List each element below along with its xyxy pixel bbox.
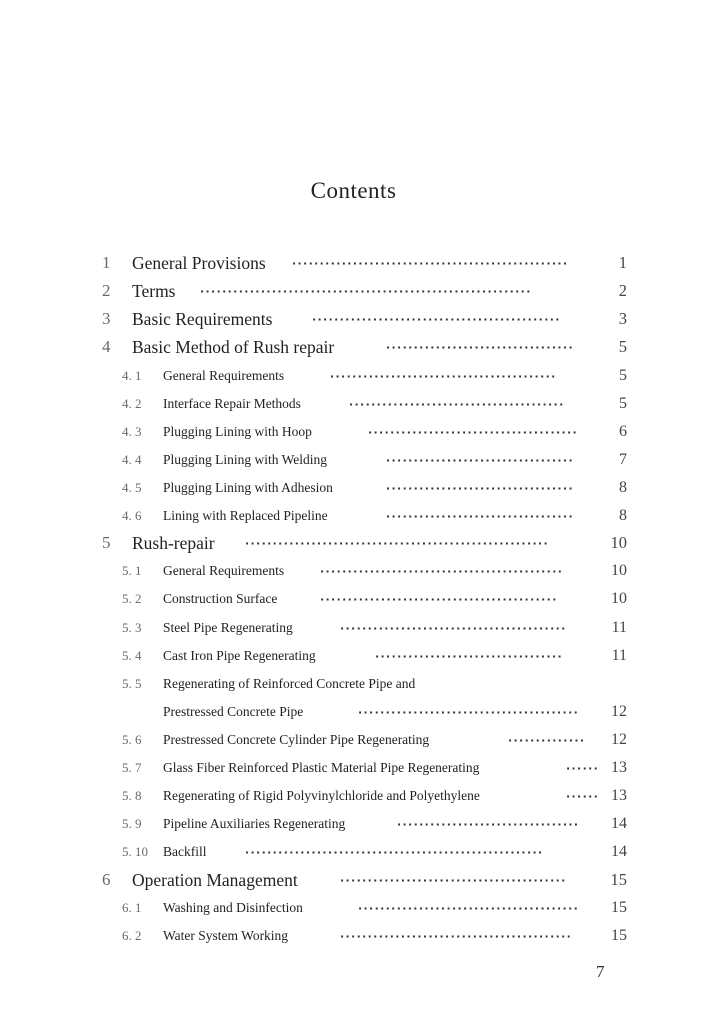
toc-entry-title: Plugging Lining with Welding [163,452,328,467]
toc-entry-title: Water System Working [163,928,289,943]
toc-entry[interactable] [0,419,707,445]
toc-dot-leader: ···························································· [200,284,532,298]
toc-dot-leader: ·································· [386,453,574,467]
toc-dot-leader: ············································· [312,312,561,326]
toc-dot-leader: ·········································· [340,929,573,943]
toc-entry-page: 11 [611,647,627,664]
toc-entry[interactable] [0,306,707,332]
toc-entry-page: 10 [611,590,627,607]
toc-dot-leader: ······················································ [245,845,544,859]
page-number: 7 [596,962,605,981]
toc-entry-number: 4. 6 [122,508,142,523]
toc-entry-page: 12 [611,703,627,720]
toc-entry-title: Basic Requirements [132,308,273,329]
toc-entry[interactable] [0,671,707,697]
toc-entry-number: 5. 8 [122,788,142,803]
toc-entry-title: Regenerating of Rigid Polyvinylchloride and Polyethylene [163,788,480,803]
toc-dot-leader: ······ [566,789,600,803]
toc-entry[interactable] [0,391,707,417]
toc-entry[interactable] [0,755,707,781]
toc-entry-page: 5 [618,337,627,356]
toc-dot-leader: ·································· [386,340,574,354]
toc-entry-number: 6. 2 [122,928,142,943]
toc-entry-number: 4 [102,337,111,356]
toc-entry-page: 1 [618,253,627,272]
toc-entry-number: 5 [102,533,111,552]
toc-dot-leader: ············································ [320,564,564,578]
toc-entry[interactable] [0,530,707,556]
toc-entry-page: 14 [611,843,627,860]
toc-entry-number: 5. 5 [122,676,142,691]
toc-dot-leader: ·································· [386,481,574,495]
toc-entry-title: General Requirements [163,368,285,383]
toc-entry-title: Washing and Disinfection [163,900,303,915]
toc-entry-title: Basic Method of Rush repair [132,336,335,357]
toc-entry[interactable] [0,558,707,584]
toc-entry[interactable] [0,923,707,949]
toc-entry[interactable] [0,278,707,304]
toc-dot-leader: ········································· [330,369,557,383]
toc-entry-title: General Requirements [163,563,285,578]
toc-entry-page: 3 [618,309,627,328]
toc-dot-leader: ········································· [340,873,567,887]
toc-entry-number: 5. 4 [122,648,142,663]
toc-entry-number: 5. 1 [122,563,142,578]
toc-entry-number: 5. 7 [122,760,142,775]
toc-entry-number: 1 [102,253,111,272]
toc-dot-leader: ·················································· [292,256,569,270]
toc-entry-title: Operation Management [132,869,298,890]
toc-entry-number: 6. 1 [122,900,142,915]
toc-entry[interactable] [0,334,707,360]
toc-dot-leader: ··········································· [320,592,558,606]
toc-entry-number: 5. 10 [122,844,148,859]
toc-entry-number: 4. 4 [122,452,142,467]
toc-entry-number: 5. 6 [122,732,142,747]
toc-entry[interactable] [0,643,707,669]
toc-dot-leader: ········································ [358,705,580,719]
toc-entry-page: 15 [611,899,627,916]
toc-dot-leader: ······················································· [245,536,550,550]
toc-entry-title: Prestressed Concrete Cylinder Pipe Regenerating [163,732,430,747]
toc-entry[interactable] [0,867,707,893]
toc-entry[interactable] [0,699,707,725]
page-title: Contents [310,178,397,203]
toc-entry-page: 15 [610,870,627,889]
toc-entry[interactable] [0,895,707,921]
toc-entry-title: General Provisions [132,252,266,273]
toc-entry-page: 6 [619,423,627,440]
toc-entry-title: Lining with Replaced Pipeline [163,508,328,523]
toc-entry[interactable] [0,586,707,612]
toc-entry-title: Cast Iron Pipe Regenerating [163,648,316,663]
toc-entry-page: 5 [619,395,627,412]
toc-entry[interactable] [0,503,707,529]
toc-entry-title: Plugging Lining with Adhesion [163,480,333,495]
toc-entry[interactable] [0,783,707,809]
toc-dot-leader: ······ [566,761,600,775]
toc-entry[interactable] [0,811,707,837]
toc-entry-title: Interface Repair Methods [163,396,301,411]
toc-entry-page: 10 [610,533,627,552]
toc-entry-page: 5 [619,367,627,384]
toc-entry-number: 6 [102,870,111,889]
toc-entry-title: Construction Surface [163,591,278,606]
toc-entry[interactable] [0,447,707,473]
toc-entry-title: Rush-repair [132,532,215,553]
toc-entry-number: 4. 5 [122,480,142,495]
toc-entry-page: 13 [611,759,627,776]
toc-dot-leader: ······································ [368,425,579,439]
toc-entry[interactable] [0,475,707,501]
toc-dot-leader: ········································· [340,621,567,635]
toc-dot-leader: ········································ [358,901,580,915]
toc-entry-page: 8 [619,479,627,496]
toc-entry-page: 13 [611,787,627,804]
toc-entry-number: 4. 1 [122,368,142,383]
toc-entry[interactable] [0,363,707,389]
toc-entry-title: Regenerating of Reinforced Concrete Pipe and [163,676,416,691]
toc-entry[interactable] [0,727,707,753]
toc-entry-page: 14 [611,815,627,832]
toc-dot-leader: ·································· [375,649,563,663]
toc-entry-title: Steel Pipe Regenerating [163,620,293,635]
toc-dot-leader: ·································· [386,509,574,523]
toc-entry-number: 5. 3 [122,620,142,635]
toc-entry-page: 11 [611,619,627,636]
toc-entry[interactable] [0,250,707,276]
toc-entry-page: 8 [619,507,627,524]
toc-entry-title: Pipeline Auxiliaries Regenerating [163,816,346,831]
toc-entry-page: 2 [618,281,627,300]
toc-dot-leader: ······································· [349,397,565,411]
toc-entry-title: Terms [132,280,176,301]
toc-entry-number: 4. 3 [122,424,142,439]
toc-entry-page: 7 [619,451,627,468]
toc-entry-title: Plugging Lining with Hoop [163,424,312,439]
toc-entry-page: 15 [611,927,627,944]
toc-entry[interactable] [0,839,707,865]
toc-dot-leader: ·············· [508,733,586,747]
toc-entry-number: 3 [102,309,111,328]
toc-dot-leader: ································· [397,817,580,831]
toc-entry-page: 10 [611,562,627,579]
toc-entry-number: 5. 9 [122,816,142,831]
toc-entry-title: Prestressed Concrete Pipe [163,704,304,719]
toc-entry-number: 4. 2 [122,396,142,411]
toc-entry-number: 5. 2 [122,591,142,606]
toc-entry-title: Backfill [163,844,207,859]
toc-entry[interactable] [0,615,707,641]
toc-entry-page: 12 [611,731,627,748]
toc-entry-number: 2 [102,281,111,300]
toc-entry-title: Glass Fiber Reinforced Plastic Material Pipe Regenerating [163,760,480,775]
